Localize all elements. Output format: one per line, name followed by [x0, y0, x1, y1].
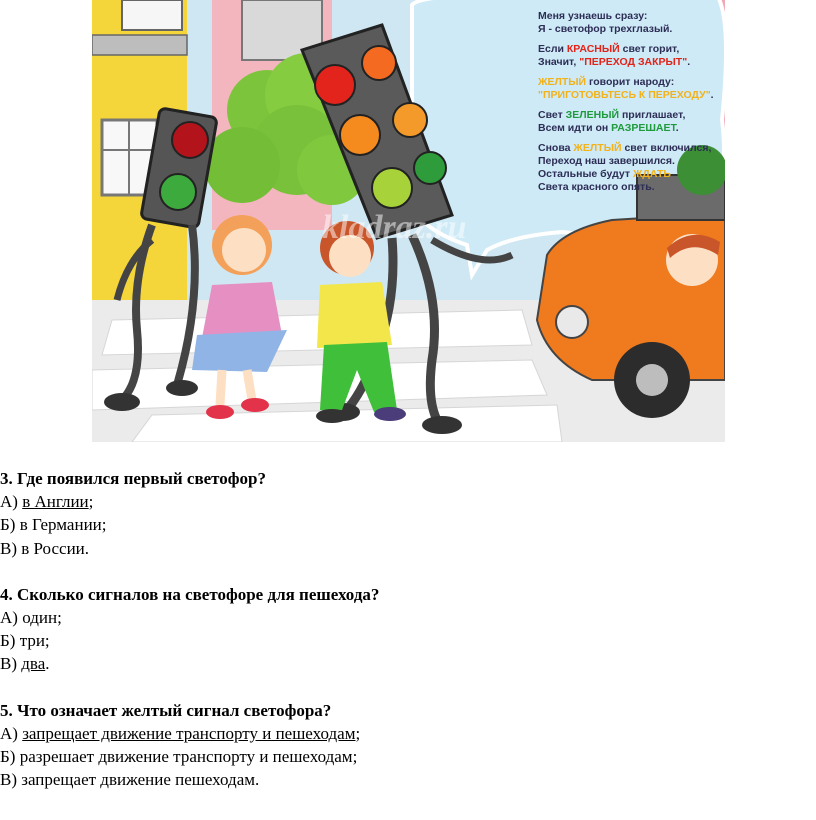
answer-text: два [21, 654, 46, 674]
answer-prefix: Б) [0, 515, 20, 535]
poem-line [538, 155, 725, 168]
poem-text: приглашает, [619, 109, 686, 121]
answer-prefix: В) [0, 654, 22, 674]
answer-prefix: Б) [0, 631, 20, 651]
question-block [0, 583, 816, 676]
answer-option [0, 629, 816, 652]
poem-line [538, 76, 725, 89]
answer-option [0, 537, 816, 560]
poem-line [538, 168, 725, 181]
answer-text: в Германии [19, 515, 102, 535]
question-title: 5. Что означает желтый сигнал светофора? [0, 700, 332, 720]
answer-option [0, 513, 816, 536]
poem-line [538, 122, 725, 135]
poem-text: свет включился, [621, 142, 712, 154]
poem-line [538, 109, 725, 122]
poem-highlight: КРАСНЫЙ [566, 43, 620, 55]
answer-option [0, 490, 816, 513]
question-title: 3. Где появился первый светофор? [0, 469, 267, 488]
answer-prefix: В) [0, 770, 22, 790]
poem-line [538, 181, 725, 194]
poem-line [538, 23, 725, 36]
answer-text: запрещает движение транспорту и пешеходам [22, 723, 356, 743]
answer-text: в России [21, 538, 85, 558]
answer-prefix: А) [0, 492, 23, 512]
answer-text: разрешает движение транспорту и пешеходам [19, 747, 353, 767]
poem-line [538, 10, 725, 23]
answer-prefix: А) [0, 608, 23, 628]
poem-stanza [538, 76, 725, 102]
poem-highlight: ЖДАТЬ [632, 168, 671, 180]
poem-line [538, 43, 725, 56]
answer-suffix: . [84, 538, 90, 558]
poem-text: Меня узнаешь сразу: [538, 10, 648, 22]
poem-text: Я - светофор трехглазый. [538, 23, 673, 35]
poem-highlight: РАЗРЕШАЕТ [611, 122, 676, 134]
answer-suffix: . [45, 654, 50, 674]
answer-text: запрещает движение пешеходам [21, 770, 255, 790]
poem-line [538, 89, 725, 102]
answer-option [0, 606, 816, 629]
answer-prefix: А) [0, 723, 23, 743]
traffic-light-illustration [92, 0, 725, 442]
poem-line [538, 142, 725, 155]
poem-stanza [538, 43, 725, 69]
answer-suffix: ; [352, 747, 358, 767]
poem-text: Свет [538, 109, 566, 121]
poem-highlight: ЖЕЛТЫЙ [573, 142, 622, 154]
question-block [0, 699, 816, 792]
watermark-text: kladraz.ru [322, 209, 467, 246]
answer-option [0, 768, 816, 791]
answer-text: три [19, 631, 45, 651]
answer-suffix: ; [44, 631, 50, 651]
answer-prefix: В) [0, 538, 22, 558]
poem-highlight: ЖЕЛТЫЙ [538, 76, 587, 88]
answer-suffix: ; [57, 608, 62, 628]
question-block [0, 467, 816, 560]
answer-suffix: ; [101, 515, 107, 535]
poem-text: Переход наш завершился. [538, 155, 675, 167]
poem-text: Снова [538, 142, 574, 154]
poem-line [538, 56, 725, 69]
question-title: 4. Сколько сигналов на светофоре для пешехода? [0, 584, 380, 604]
poem-text: Значит, [538, 56, 580, 68]
quiz-questions [0, 467, 816, 814]
bubble-poem [538, 10, 725, 201]
poem-highlight: ЗЕЛЕНЫЙ [565, 109, 620, 121]
poem-text: . [710, 89, 714, 101]
answer-suffix: ; [355, 723, 361, 743]
answer-text: один [22, 608, 58, 628]
poem-text: Всем идти он [538, 122, 612, 134]
poem-stanza [538, 109, 725, 135]
poem-stanza [538, 142, 725, 194]
answer-suffix: ; [88, 492, 94, 512]
answer-option [0, 745, 816, 768]
poem-text: . [675, 122, 679, 134]
poem-text: Если [538, 43, 567, 55]
answer-text: в Англии [22, 492, 89, 512]
answer-option [0, 722, 816, 745]
poem-text: Остальные будут [538, 168, 633, 180]
poem-text: . [687, 56, 691, 68]
poem-text: Света красного опять. [538, 181, 655, 193]
poem-text: свет горит, [619, 43, 680, 55]
poem-highlight: "ПРИГОТОВЬТЕСЬ К ПЕРЕХОДУ" [538, 89, 711, 101]
answer-prefix: Б) [0, 747, 20, 767]
poem-stanza [538, 10, 725, 36]
poem-highlight: "ПЕРЕХОД ЗАКРЫТ" [579, 56, 688, 68]
answer-option [0, 652, 816, 675]
poem-text: говорит народу: [586, 76, 675, 88]
answer-suffix: . [255, 770, 260, 790]
